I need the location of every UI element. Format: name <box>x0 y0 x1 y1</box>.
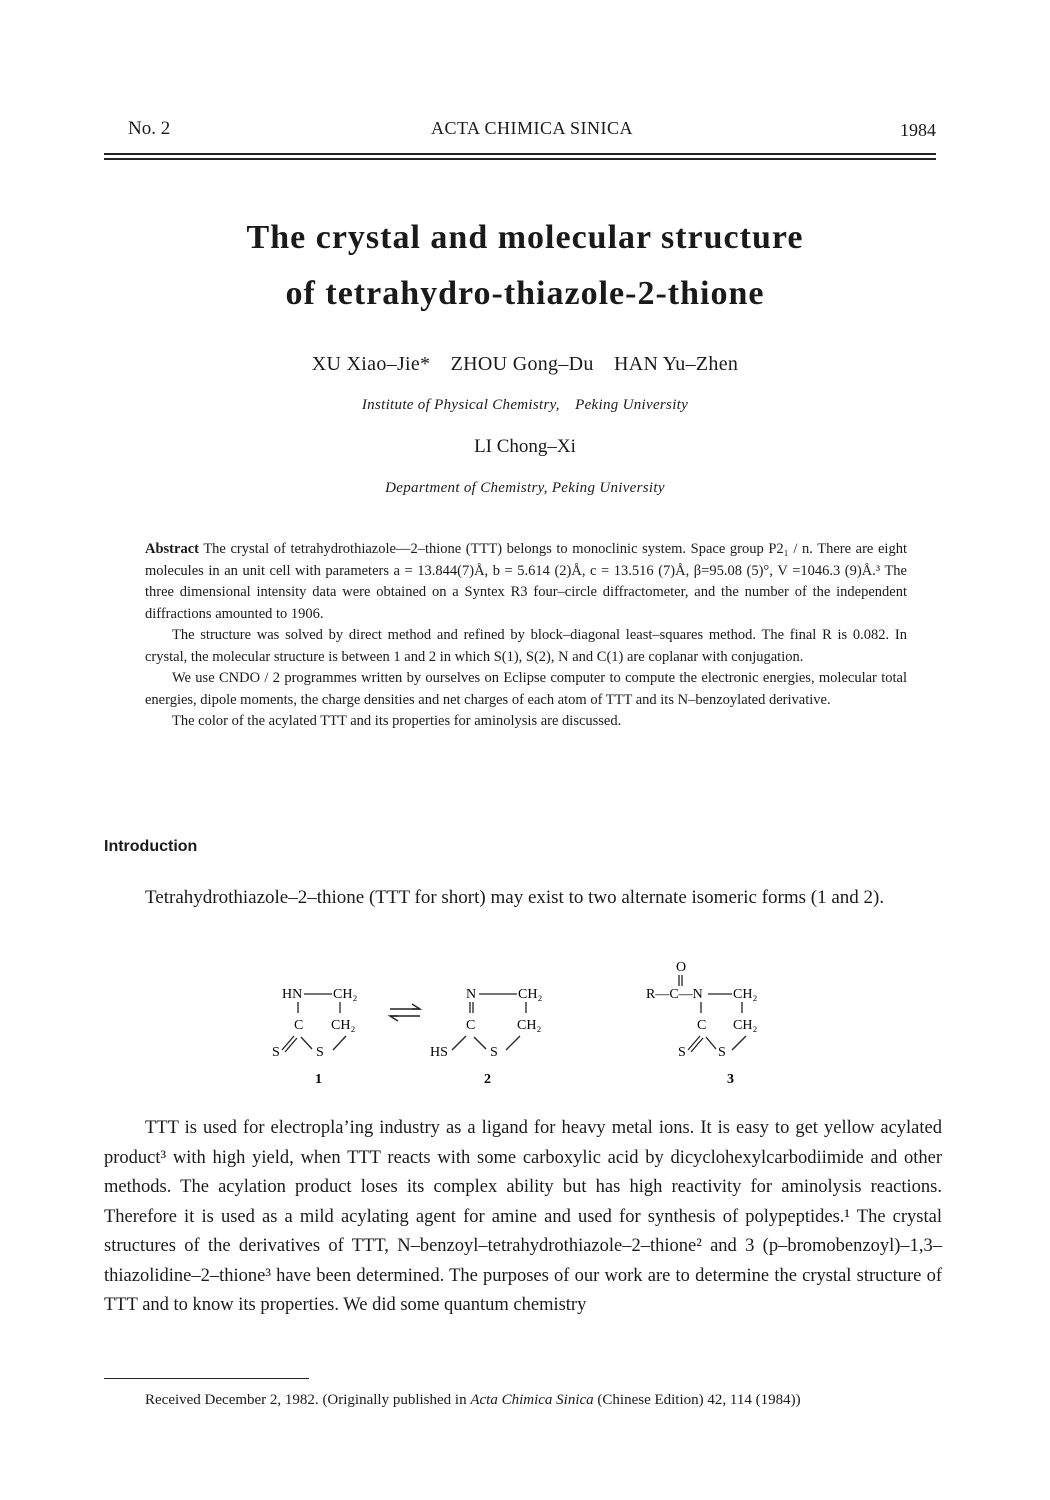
abstract-p1 <box>145 539 907 625</box>
structure-3 <box>646 960 757 1087</box>
arrow-forward-head <box>412 1004 420 1009</box>
abstract-p2: The structure was solved by direct method and refined by block–diagonal least–squares method. The final R is 0.082. In crystal, the molecular structure is between 1 and 2 in which S(1), S(2), N and C(1) are coplanar with conjugation. <box>145 627 907 665</box>
title-line-1: The crystal and molecular structure <box>246 219 804 256</box>
s3-bond-s-ch2 <box>732 1036 746 1050</box>
author-list-1: XU Xiao–Jie* ZHOU Gong–Du HAN Yu–Zhen <box>311 353 739 375</box>
s3-label: 3 <box>727 1072 734 1087</box>
s1-bond-c-s <box>301 1037 312 1049</box>
abstract-p3: We use CNDO / 2 programmes written by ourselves on Eclipse computer to compute the electronic energies, molecular total energies, dipole moments, the charge densities and net charges of each atom of TTT and its N–benzoylated derivative. <box>145 670 907 708</box>
paper-title <box>0 210 1050 322</box>
abstract-p1-text: The crystal of tetrahydrothiazole—2–thione (TTT) belongs to monoclinic system. Space group P2₁ / n. There are eight molecules in an unit cell with parameters a = 13.844(7)Å, b = 5.614 (2)Å, c = 13.516 (7)Å, β=95.08 (5)°, V =1046.3 (9)Å.³ The three dimensional intensity data were obtained on a Syntex R3 four–circle diffractometer, and the number of the independent diffractions amounted to 1906. <box>145 541 907 622</box>
title-line-2: of tetrahydro-thiazole-2-thione <box>285 275 765 312</box>
equilibrium-arrows <box>390 1004 420 1021</box>
s3-rcn: R—C—N <box>646 987 703 1002</box>
s1-bond-s-ch2 <box>333 1036 346 1050</box>
section-heading-introduction: Introduction <box>104 838 198 855</box>
issue-number: No. 2 <box>128 118 171 139</box>
s2-bond-s-ch2 <box>506 1036 520 1050</box>
footnote-orig-pre: (Originally published in <box>322 1392 467 1408</box>
intro-paragraph-2: TTT is used for electropla’ing industry as a ligand for heavy metal ions. It is easy to get yellow acylated product³ with high yield, when TTT reacts with some carboxylic acid by dicyclohexylcarbodiimide and other methods. The acylation product loses its complex ability but has high reactivity for aminolysis reactions. Therefore it is used as a mild acylating agent for amine and used for synthesis of polypeptides.¹ The crystal structures of the derivatives of TTT, N–benzoyl–tetrahydrothiazole–2–thione² and 3 (p–bromobenzoyl)–1,3–thiazolidine–2–thione³ have been determined. The purposes of our work are to determine the crystal structure of TTT and to know its properties. We did some quantum chemistry <box>104 1118 942 1315</box>
s2-bond-c-s <box>474 1037 486 1049</box>
s3-s-exo: S <box>678 1045 686 1060</box>
footnote-journal: Acta Chimica Sinica <box>470 1392 594 1408</box>
s2-hs: HS <box>430 1045 448 1060</box>
abstract-p4: The color of the acylated TTT and its properties for aminolysis are discussed. <box>172 713 622 729</box>
s1-s-exo: S <box>272 1045 280 1060</box>
s3-ch2-top: CH₂ <box>733 987 758 1002</box>
s2-label: 2 <box>484 1072 491 1087</box>
s2-ch2-top: CH₂ <box>518 987 543 1002</box>
s3-c: C <box>697 1018 707 1033</box>
footnote-rule <box>104 1378 309 1379</box>
author-list-2: LI Chong–Xi <box>474 436 576 457</box>
footnote-orig-post: (Chinese Edition) 42, 114 (1984)) <box>597 1392 801 1408</box>
arrow-back-head <box>390 1016 398 1021</box>
s3-s-ring: S <box>718 1045 726 1060</box>
s1-label: 1 <box>315 1072 322 1087</box>
affiliation-1: Institute of Physical Chemistry, Peking University <box>361 397 689 413</box>
s1-ch2-mid: CH₂ <box>331 1018 356 1033</box>
footnote <box>145 1392 801 1409</box>
s2-n: N <box>466 987 477 1002</box>
s2-ch2-mid: CH₂ <box>517 1018 542 1033</box>
s3-ch2-mid: CH₂ <box>733 1018 758 1033</box>
running-header <box>128 118 936 144</box>
affiliation-2: Department of Chemistry, Peking University <box>385 480 665 496</box>
s1-c: C <box>294 1018 304 1033</box>
abstract <box>145 539 907 733</box>
journal-name: ACTA CHIMICA SINICA <box>430 118 634 138</box>
s3-bond-c-s <box>706 1037 716 1049</box>
structure-1 <box>272 987 357 1087</box>
structure-2 <box>430 987 542 1087</box>
s2-bond-hs-c <box>452 1036 466 1050</box>
intro-paragraph-1: Tetrahydrothiazole–2–thione (TTT for short) may exist to two alternate isomeric forms (1 and 2). <box>145 887 885 908</box>
year: 1984 <box>900 120 936 140</box>
footnote-received: Received December 2, 1982. <box>145 1392 319 1408</box>
s1-hn: HN <box>282 987 303 1002</box>
s2-c: C <box>466 1018 476 1033</box>
tautomer-scheme <box>260 955 800 1090</box>
header-rule-bottom <box>104 158 936 160</box>
s2-s-ring: S <box>490 1045 498 1060</box>
abstract-lead: Abstract <box>145 541 199 557</box>
s3-o: O <box>676 960 687 975</box>
s1-ch2-top: CH₂ <box>333 987 358 1002</box>
header-rule-top <box>104 153 936 155</box>
s1-s-ring: S <box>316 1045 324 1060</box>
